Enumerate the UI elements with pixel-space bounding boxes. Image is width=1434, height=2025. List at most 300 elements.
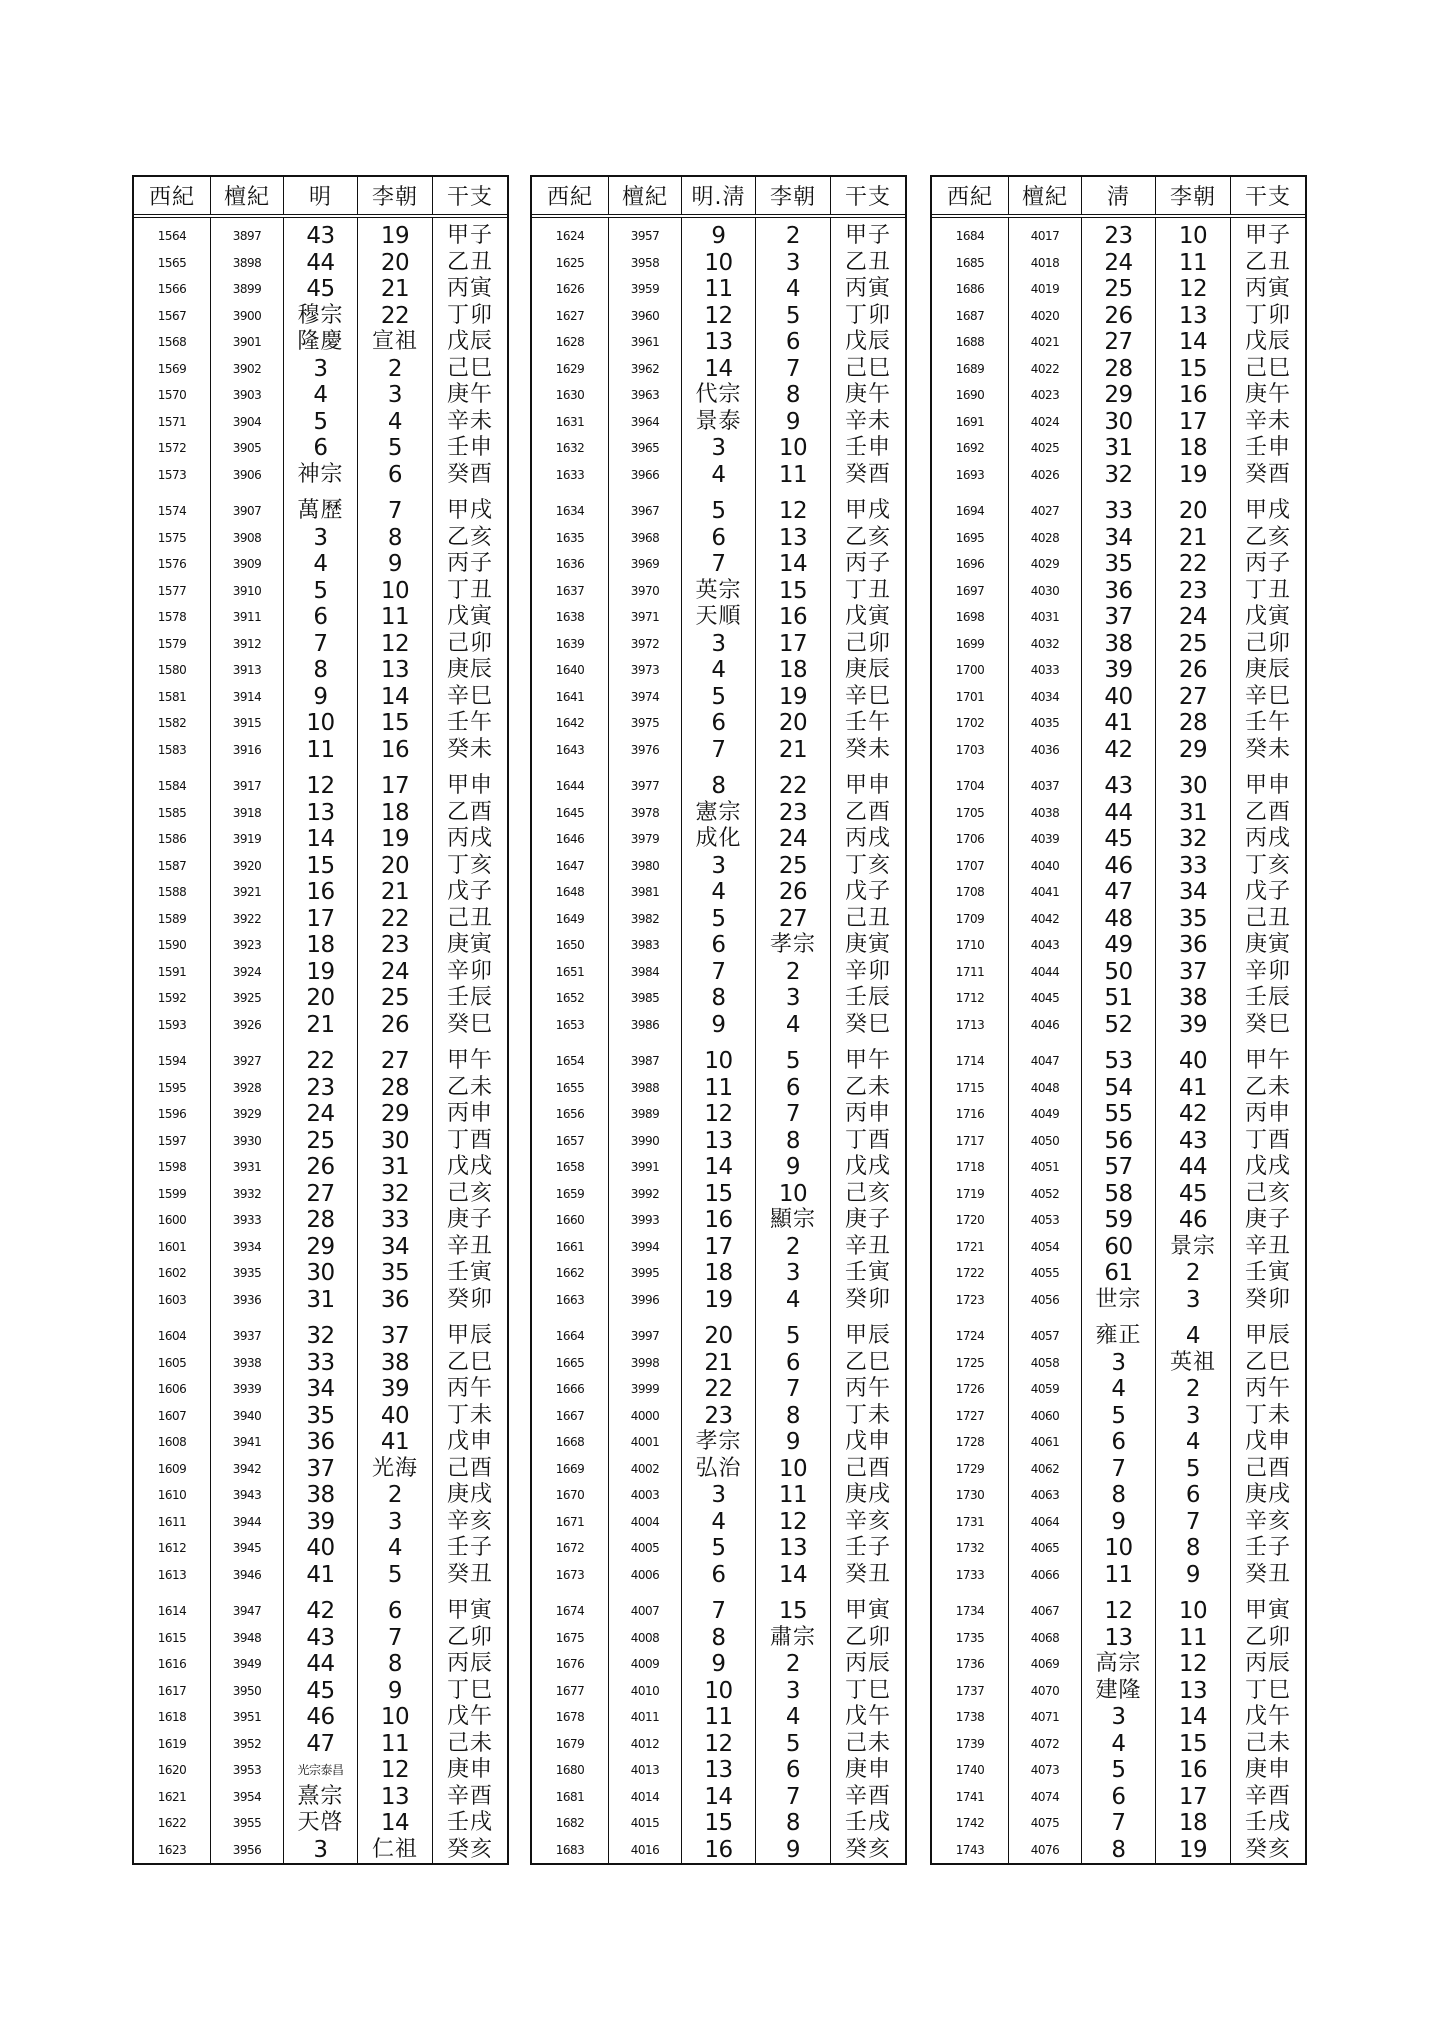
cell-dangi-year: 3960	[630, 308, 660, 323]
cell-ganzhi: 甲寅	[1244, 1598, 1291, 1623]
cell-western-year: 1657	[555, 1133, 585, 1148]
cell-china-era: 13	[704, 1127, 733, 1154]
cell-china-era: 20	[704, 1323, 733, 1349]
cell-western-year: 1583	[157, 742, 187, 757]
cell-china-era: 5	[313, 577, 328, 604]
cell-ganzhi: 癸酉	[844, 461, 891, 487]
header-joseon-era: 李朝	[755, 177, 830, 214]
cell-western-year: 1639	[555, 636, 585, 651]
cell-dangi-year: 4015	[630, 1816, 660, 1830]
group-spacer	[932, 1313, 1008, 1323]
cell-joseon-era: 8	[785, 1402, 801, 1429]
cell-china-era: 46	[306, 1704, 335, 1730]
header-western-year: 西紀	[946, 185, 993, 210]
cell-dangi-year: 4037	[1030, 779, 1060, 793]
cell-ganzhi: 壬辰	[446, 985, 493, 1010]
cell-joseon-era: 35	[380, 1260, 410, 1286]
cell-western-year: 1578	[157, 610, 187, 624]
cell-dangi-year: 4068	[1030, 1630, 1060, 1645]
cell-western-year: 1567	[157, 308, 187, 323]
cell-china-era: 42	[306, 1598, 335, 1624]
cell-joseon-era: 26	[1178, 657, 1208, 683]
cell-joseon-era: 40	[380, 1402, 410, 1429]
group-spacer	[831, 1313, 905, 1323]
cell-dangi-year: 4053	[1030, 1213, 1060, 1227]
cell-ganzhi: 辛酉	[446, 1783, 493, 1809]
cell-western-year: 1594	[157, 1054, 187, 1068]
cell-dangi-year: 3968	[630, 530, 660, 545]
cell-ganzhi: 丁巳	[844, 1677, 891, 1703]
cell-joseon-era: 7	[387, 1624, 403, 1651]
cell-joseon-era: 27	[380, 1048, 410, 1074]
cell-dangi-year: 3981	[630, 885, 660, 899]
cell-joseon-era: 12	[380, 630, 410, 657]
cell-china-era: 3	[313, 1836, 328, 1863]
cell-china-era: 58	[1104, 1180, 1133, 1207]
cell-joseon-era: 6	[785, 329, 801, 355]
cell-joseon-era: 3	[785, 1260, 801, 1286]
cell-china-era: 27	[1104, 329, 1133, 355]
cell-ganzhi: 辛未	[844, 408, 891, 434]
cell-western-year: 1589	[157, 911, 187, 926]
cell-western-year: 1644	[555, 779, 585, 793]
group-spacer	[134, 488, 210, 498]
cell-western-year: 1601	[157, 1239, 187, 1254]
cell-china-era: 32	[1104, 461, 1133, 488]
cell-china-era: 3	[711, 852, 726, 879]
cell-dangi-year: 4005	[630, 1541, 660, 1555]
cell-china-era: 33	[306, 1349, 335, 1376]
cell-dangi-year: 4009	[630, 1657, 660, 1671]
cell-ganzhi: 庚寅	[446, 932, 493, 957]
cell-china-era: 21	[704, 1349, 733, 1376]
cell-western-year: 1693	[955, 467, 985, 482]
cell-china-era: 5	[1111, 1402, 1126, 1429]
cell-dangi-year: 3980	[630, 858, 660, 873]
cell-dangi-year: 4000	[630, 1408, 660, 1423]
cell-western-year: 1574	[157, 504, 187, 518]
cell-china-era: 11	[306, 736, 335, 763]
cell-dangi-year: 3934	[232, 1239, 262, 1254]
cell-ganzhi: 甲午	[446, 1048, 493, 1073]
cell-joseon-era: 13	[778, 524, 808, 551]
cell-western-year: 1618	[157, 1710, 187, 1724]
cell-china-era: 24	[1104, 249, 1133, 276]
cell-dangi-year: 3994	[630, 1239, 660, 1254]
cell-western-year: 1725	[955, 1355, 985, 1370]
cell-china-era: 47	[306, 1730, 335, 1757]
cell-ganzhi: 壬子	[844, 1535, 891, 1560]
cell-joseon-era: 18	[380, 799, 410, 826]
cell-ganzhi: 己丑	[844, 905, 891, 931]
cell-china-era: 3	[313, 355, 328, 382]
cell-joseon-era: 10	[778, 1455, 808, 1482]
cell-china-era: 景泰	[695, 408, 742, 434]
cell-joseon-era: 5	[785, 1048, 801, 1074]
cell-dangi-year: 4024	[1030, 414, 1060, 429]
cell-western-year: 1602	[157, 1266, 187, 1280]
cell-joseon-era: 25	[1178, 630, 1208, 657]
cell-dangi-year: 4038	[1030, 805, 1060, 820]
cell-ganzhi: 丁酉	[446, 1127, 493, 1153]
cell-joseon-era: 20	[1178, 498, 1208, 524]
cell-ganzhi: 壬辰	[844, 985, 891, 1010]
cell-china-era: 9	[313, 683, 328, 710]
cell-ganzhi: 己亥	[844, 1180, 891, 1206]
table-body	[932, 218, 1305, 1863]
cell-joseon-era: 46	[1178, 1207, 1208, 1233]
cell-china-era: 35	[1104, 551, 1133, 577]
cell-dangi-year: 4030	[1030, 583, 1060, 598]
cell-western-year: 1679	[555, 1736, 585, 1751]
cell-western-year: 1632	[555, 441, 585, 455]
group-spacer	[433, 488, 507, 498]
cell-joseon-era: 17	[1178, 408, 1208, 435]
cell-western-year: 1587	[157, 858, 187, 873]
cell-dangi-year: 3975	[630, 716, 660, 730]
cell-ganzhi: 丙辰	[1244, 1651, 1291, 1676]
cell-ganzhi: 壬寅	[446, 1260, 493, 1285]
cell-joseon-era: 15	[1178, 1730, 1208, 1757]
cell-dangi-year: 4026	[1030, 467, 1060, 482]
cell-dangi-year: 4010	[630, 1683, 660, 1698]
cell-ganzhi: 乙酉	[446, 799, 493, 825]
group-spacer	[1156, 1588, 1230, 1598]
cell-joseon-era: 36	[1178, 932, 1208, 958]
group-spacer	[609, 1038, 681, 1048]
cell-ganzhi: 戊戌	[446, 1154, 493, 1179]
cell-ganzhi: 壬午	[844, 710, 891, 735]
cell-western-year: 1728	[955, 1435, 985, 1449]
cell-china-era: 6	[711, 710, 726, 736]
cell-joseon-era: 34	[1178, 879, 1208, 905]
cell-western-year: 1709	[955, 911, 985, 926]
table-header	[532, 177, 905, 218]
cell-ganzhi: 辛巳	[844, 683, 891, 709]
cell-ganzhi: 丙戌	[446, 826, 493, 851]
cell-dangi-year: 3924	[232, 964, 262, 979]
cell-joseon-era: 31	[1178, 799, 1208, 826]
cell-dangi-year: 3971	[630, 610, 660, 624]
cell-ganzhi: 辛巳	[446, 683, 493, 709]
cell-western-year: 1732	[955, 1541, 985, 1555]
cell-ganzhi: 己丑	[446, 905, 493, 931]
group-spacer	[284, 488, 357, 498]
cell-western-year: 1640	[555, 663, 585, 677]
column-dangi-year	[1008, 218, 1081, 1863]
cell-joseon-era: 39	[380, 1376, 410, 1402]
cell-western-year: 1630	[555, 388, 585, 402]
group-spacer	[284, 1313, 357, 1323]
cell-western-year: 1569	[157, 361, 187, 376]
cell-joseon-era: 35	[1178, 905, 1208, 932]
cell-joseon-era: 13	[1178, 302, 1208, 329]
cell-joseon-era: 10	[778, 435, 808, 461]
cell-ganzhi: 壬申	[844, 435, 891, 460]
cell-dangi-year: 4051	[1030, 1160, 1060, 1174]
cell-western-year: 1648	[555, 885, 585, 899]
cell-dangi-year: 3930	[232, 1133, 262, 1148]
group-spacer	[532, 1313, 608, 1323]
cell-ganzhi: 丁卯	[844, 302, 891, 328]
cell-joseon-era: 2	[387, 1482, 403, 1508]
cell-dangi-year: 3970	[630, 583, 660, 598]
cell-joseon-era: 2	[1185, 1260, 1201, 1286]
cell-dangi-year: 4059	[1030, 1382, 1060, 1396]
cell-western-year: 1641	[555, 689, 585, 704]
cell-western-year: 1620	[157, 1763, 187, 1777]
cell-ganzhi: 辛亥	[446, 1508, 493, 1534]
cell-ganzhi: 癸酉	[446, 461, 493, 487]
column-china-era	[1081, 218, 1155, 1863]
cell-joseon-era: 5	[785, 1323, 801, 1349]
cell-joseon-era: 8	[785, 1810, 801, 1836]
cell-ganzhi: 己亥	[446, 1180, 493, 1206]
group-spacer	[284, 1588, 357, 1598]
cell-china-era: 59	[1104, 1207, 1133, 1233]
cell-western-year: 1708	[955, 885, 985, 899]
cell-dangi-year: 3939	[232, 1382, 262, 1396]
cell-china-era: 雍正	[1095, 1323, 1142, 1348]
cell-joseon-era: 15	[778, 577, 808, 604]
group-spacer	[433, 1313, 507, 1323]
cell-joseon-era: 33	[380, 1207, 410, 1233]
cell-joseon-era: 12	[778, 498, 808, 524]
cell-dangi-year: 3920	[232, 858, 262, 873]
cell-joseon-era: 4	[785, 1704, 801, 1730]
cell-ganzhi: 庚子	[844, 1207, 891, 1232]
cell-western-year: 1604	[157, 1329, 187, 1343]
cell-joseon-era: 24	[1178, 604, 1208, 630]
cell-ganzhi: 乙丑	[1244, 249, 1291, 275]
cell-china-era: 憲宗	[695, 799, 742, 825]
cell-china-era: 6	[711, 1561, 726, 1588]
cell-ganzhi: 癸亥	[1244, 1836, 1291, 1862]
cell-joseon-era: 5	[785, 302, 801, 329]
header-china-era: 淸	[1081, 177, 1155, 214]
cell-dangi-year: 4021	[1030, 335, 1060, 349]
cell-western-year: 1695	[955, 530, 985, 545]
cell-ganzhi: 庚寅	[1244, 932, 1291, 957]
cell-china-era: 61	[1104, 1260, 1133, 1286]
cell-western-year: 1677	[555, 1683, 585, 1698]
group-spacer	[284, 763, 357, 773]
cell-china-era: 33	[1104, 498, 1133, 524]
cell-joseon-era: 29	[380, 1101, 410, 1127]
cell-western-year: 1676	[555, 1657, 585, 1671]
cell-western-year: 1740	[955, 1763, 985, 1777]
cell-china-era: 6	[313, 604, 328, 630]
cell-western-year: 1661	[555, 1239, 585, 1254]
cell-joseon-era: 10	[380, 577, 410, 604]
cell-china-era: 48	[1104, 905, 1133, 932]
cell-ganzhi: 壬辰	[1244, 985, 1291, 1010]
cell-western-year: 1717	[955, 1133, 985, 1148]
cell-china-era: 11	[1104, 1561, 1133, 1588]
cell-china-era: 23	[704, 1402, 733, 1429]
cell-joseon-era: 20	[778, 710, 808, 736]
cell-joseon-era: 2	[785, 1233, 801, 1260]
cell-china-era: 10	[704, 1048, 733, 1074]
column-joseon-era	[357, 218, 432, 1863]
cell-western-year: 1690	[955, 388, 985, 402]
cell-china-era: 31	[1104, 435, 1133, 461]
cell-ganzhi: 戊寅	[844, 604, 891, 629]
cell-joseon-era: 11	[380, 1730, 410, 1757]
cell-dangi-year: 4072	[1030, 1736, 1060, 1751]
cell-dangi-year: 4011	[630, 1710, 660, 1724]
cell-china-era: 31	[306, 1286, 335, 1313]
cell-china-era: 38	[306, 1482, 335, 1508]
group-spacer	[609, 763, 681, 773]
cell-ganzhi: 丙午	[844, 1376, 891, 1401]
cell-dangi-year: 3967	[630, 504, 660, 518]
cell-western-year: 1741	[955, 1789, 985, 1804]
cell-western-year: 1710	[955, 938, 985, 952]
cell-china-era: 37	[306, 1455, 335, 1482]
cell-dangi-year: 4029	[1030, 557, 1060, 571]
cell-ganzhi: 丁未	[1244, 1402, 1291, 1428]
cell-china-era: 41	[1104, 710, 1133, 736]
cell-western-year: 1724	[955, 1329, 985, 1343]
cell-dangi-year: 3961	[630, 335, 660, 349]
cell-dangi-year: 3978	[630, 805, 660, 820]
cell-ganzhi: 辛酉	[844, 1783, 891, 1809]
cell-china-era: 9	[1111, 1508, 1126, 1535]
cell-ganzhi: 戊子	[446, 879, 493, 904]
cell-joseon-era: 19	[1178, 1836, 1208, 1863]
cell-ganzhi: 丙午	[446, 1376, 493, 1401]
cell-joseon-era: 14	[778, 551, 808, 577]
cell-dangi-year: 4032	[1030, 636, 1060, 651]
cell-china-era: 16	[306, 879, 335, 905]
cell-dangi-year: 4034	[1030, 689, 1060, 704]
cell-dangi-year: 3932	[232, 1186, 262, 1201]
cell-western-year: 1646	[555, 832, 585, 846]
group-spacer	[1082, 488, 1155, 498]
cell-ganzhi: 丙子	[446, 551, 493, 576]
cell-joseon-era: 32	[380, 1180, 410, 1207]
cell-western-year: 1636	[555, 557, 585, 571]
cell-western-year: 1699	[955, 636, 985, 651]
cell-dangi-year: 3918	[232, 805, 262, 820]
cell-china-era: 34	[1104, 524, 1133, 551]
cell-ganzhi: 辛酉	[1244, 1783, 1291, 1809]
cell-joseon-era: 3	[785, 249, 801, 276]
cell-dangi-year: 3921	[232, 885, 262, 899]
cell-western-year: 1616	[157, 1657, 187, 1671]
cell-western-year: 1613	[157, 1567, 187, 1582]
header-western-year: 西紀	[546, 185, 593, 210]
group-spacer	[1156, 763, 1230, 773]
cell-joseon-era: 15	[380, 710, 410, 736]
cell-joseon-era: 19	[1178, 461, 1208, 488]
cell-joseon-era: 9	[785, 1154, 801, 1180]
cell-dangi-year: 3962	[630, 361, 660, 376]
cell-joseon-era: 5	[785, 1730, 801, 1757]
cell-dangi-year: 4043	[1030, 938, 1060, 952]
cell-ganzhi: 乙巳	[446, 1349, 493, 1375]
cell-western-year: 1564	[157, 229, 187, 243]
cell-china-era: 46	[1104, 852, 1133, 879]
group-spacer	[756, 1313, 830, 1323]
cell-dangi-year: 3941	[232, 1435, 262, 1449]
cell-ganzhi: 庚午	[1244, 382, 1291, 407]
cell-ganzhi: 丁丑	[446, 577, 493, 603]
cell-china-era: 17	[704, 1233, 733, 1260]
cell-china-era: 14	[306, 826, 335, 852]
cell-joseon-era: 28	[380, 1074, 410, 1101]
group-spacer	[831, 1588, 905, 1598]
cell-china-era: 20	[306, 985, 335, 1011]
cell-china-era: 6	[313, 435, 328, 461]
cell-western-year: 1638	[555, 610, 585, 624]
cell-china-era: 21	[306, 1011, 335, 1038]
cell-ganzhi: 丙寅	[1244, 276, 1291, 301]
cell-ganzhi: 乙酉	[844, 799, 891, 825]
year-table-3	[930, 175, 1307, 1865]
cell-joseon-era: 19	[380, 826, 410, 852]
cell-western-year: 1581	[157, 689, 187, 704]
cell-china-era: 神宗	[297, 461, 344, 487]
header-ganzhi: 干支	[432, 177, 507, 214]
cell-western-year: 1592	[157, 991, 187, 1005]
cell-joseon-era: 16	[778, 604, 808, 630]
group-spacer	[756, 1038, 830, 1048]
cell-joseon-era: 3	[387, 382, 403, 408]
cell-western-year: 1642	[555, 716, 585, 730]
cell-western-year: 1666	[555, 1382, 585, 1396]
cell-ganzhi: 癸未	[1244, 736, 1291, 762]
cell-china-era: 15	[704, 1180, 733, 1207]
cell-china-era: 光宗泰昌	[297, 1763, 344, 1777]
cell-western-year: 1675	[555, 1630, 585, 1645]
cell-ganzhi: 甲寅	[446, 1598, 493, 1623]
cell-dangi-year: 4044	[1030, 964, 1060, 979]
cell-western-year: 1570	[157, 388, 187, 402]
cell-ganzhi: 丁酉	[1244, 1127, 1291, 1153]
group-spacer	[1231, 1313, 1305, 1323]
cell-ganzhi: 丁巳	[446, 1677, 493, 1703]
cell-china-era: 4	[711, 461, 726, 488]
cell-china-era: 56	[1104, 1127, 1133, 1154]
cell-ganzhi: 戊寅	[446, 604, 493, 629]
cell-china-era: 18	[704, 1260, 733, 1286]
cell-ganzhi: 乙巳	[844, 1349, 891, 1375]
cell-dangi-year: 3955	[232, 1816, 262, 1830]
cell-joseon-era: 2	[387, 355, 403, 382]
cell-western-year: 1706	[955, 832, 985, 846]
cell-western-year: 1734	[955, 1604, 985, 1618]
cell-joseon-era: 仁祖	[371, 1836, 418, 1862]
cell-ganzhi: 癸丑	[1244, 1561, 1291, 1587]
cell-western-year: 1684	[955, 229, 985, 243]
cell-china-era: 53	[1104, 1048, 1133, 1074]
cell-china-era: 6	[711, 524, 726, 551]
cell-ganzhi: 庚辰	[844, 657, 891, 682]
cell-joseon-era: 6	[1185, 1482, 1201, 1508]
group-spacer	[932, 1038, 1008, 1048]
cell-ganzhi: 乙丑	[446, 249, 493, 275]
cell-western-year: 1631	[555, 414, 585, 429]
cell-ganzhi: 乙卯	[446, 1624, 493, 1650]
cell-joseon-era: 4	[387, 1535, 403, 1561]
cell-china-era: 23	[306, 1074, 335, 1101]
cell-western-year: 1681	[555, 1789, 585, 1804]
cell-ganzhi: 甲戌	[446, 498, 493, 523]
cell-china-era: 4	[1111, 1730, 1126, 1757]
cell-western-year: 1652	[555, 991, 585, 1005]
